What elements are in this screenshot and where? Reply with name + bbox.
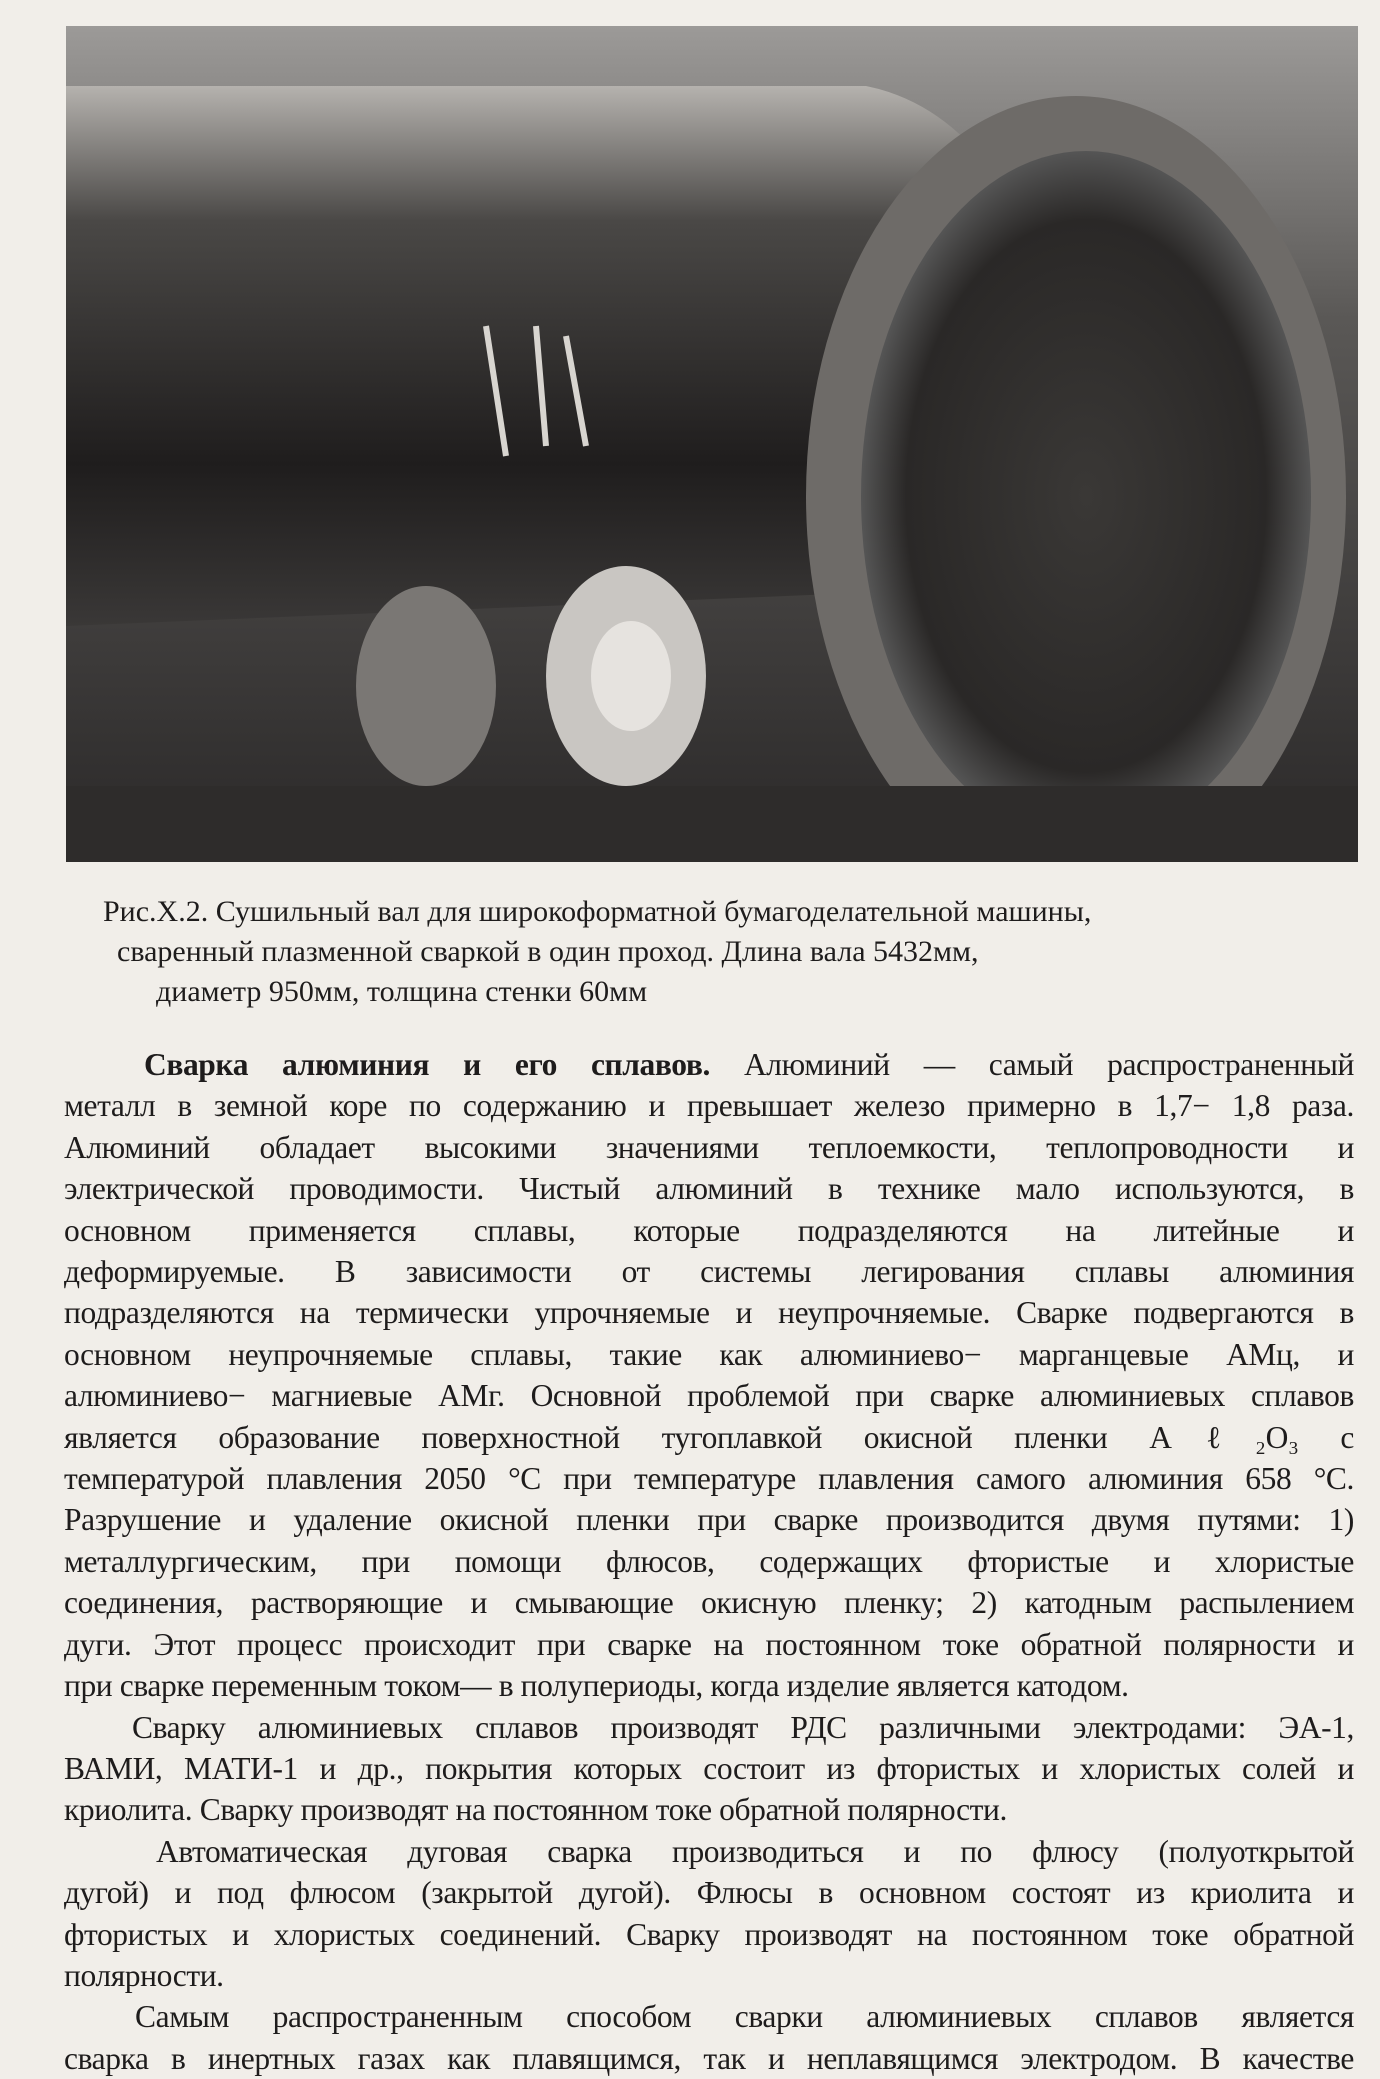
text-line bbox=[64, 1044, 1354, 1085]
body-text bbox=[64, 1044, 1354, 2079]
caption-line: диаметр 950мм, толщина стенки 60мм bbox=[156, 975, 648, 1008]
text-line: ВАМИ, МАТИ-1 и др., покрытия которых состоит из фтористых и хлористых солей и bbox=[64, 1750, 1354, 1786]
text-line: криолита. Сварку производят на постоянном токе обратной полярности. bbox=[64, 1792, 1007, 1828]
figure-photo-drying-shaft bbox=[66, 26, 1358, 862]
text-line: Алюминий обладает высокими значениями теплоемкости, теплопроводности и bbox=[64, 1129, 1354, 1165]
text-line: Разрушение и удаление окисной пленки при сварке производится двумя путями: 1) bbox=[64, 1502, 1354, 1538]
text-line: дуги. Этот процесс происходит при сварке на постоянном токе обратной полярности и bbox=[64, 1626, 1354, 1662]
text-line: основном неупрочняемые сплавы, такие как алюминиево− марганцевые АМц, и bbox=[64, 1336, 1354, 1372]
text-line: деформируемые. В зависимости от системы легирования сплавы алюминия bbox=[64, 1254, 1354, 1290]
text-line: основном применяется сплавы, которые подразделяются на литейные и bbox=[64, 1212, 1354, 1248]
paragraph-aluminium-welding bbox=[64, 1044, 1354, 1707]
text-line: является образование поверхностной тугоплавкой окисной пленки Aℓ₂O₃ с bbox=[64, 1419, 1354, 1455]
text-line: металл в земной коре по содержанию и превышает железо примерно в 1,7− 1,8 раза. bbox=[64, 1088, 1354, 1124]
text-line: дугой) и под флюсом (закрытой дугой). Флюсы в основном состоят из криолита и bbox=[64, 1875, 1354, 1911]
caption-line: сваренный плазменной сваркой в один проход. Длина вала 5432мм, bbox=[117, 935, 979, 968]
text-line: алюминиево− магниевые АМг. Основной проблемой при сварке алюминиевых сплавов bbox=[64, 1378, 1354, 1414]
text-line: полярности. bbox=[64, 1957, 224, 1993]
text-line: электрической проводимости. Чистый алюминий в технике мало используются, в bbox=[64, 1171, 1354, 1207]
figure-caption bbox=[0, 892, 1380, 1012]
paragraph-manual-arc-welding bbox=[64, 1707, 1354, 1831]
text-line: подразделяются на термически упрочняемые и неупрочняемые. Сварке подвергаются в bbox=[64, 1295, 1354, 1331]
text-line: сварка в инертных газах как плавящимся, так и неплавящимся электродом. В качестве bbox=[64, 2040, 1354, 2076]
caption-line: Рис.Х.2. Сушильный вал для широкоформатной бумагоделательной машины, bbox=[103, 895, 1092, 928]
paragraph-inert-gas-welding bbox=[64, 1996, 1354, 2079]
text-line: фтористых и хлористых соединений. Сварку производят на постоянном токе обратной bbox=[64, 1916, 1354, 1952]
section-heading: Сварка алюминия и его сплавов. bbox=[144, 1047, 710, 1082]
text-span: Алюминий — самый распространенный bbox=[709, 1047, 1354, 1082]
text-line: соединения, растворяющие и смывающие окисную пленку; 2) катодным распылением bbox=[64, 1585, 1354, 1621]
text-line: металлургическим, при помощи флюсов, содержащих фтористые и хлористые bbox=[64, 1543, 1354, 1579]
text-line: Автоматическая дуговая сварка производиться и по флюсу (полуоткрытой bbox=[156, 1833, 1354, 1869]
paragraph-automatic-arc-welding bbox=[64, 1831, 1354, 1997]
text-line: Сварку алюминиевых сплавов производят РДС различными электродами: ЭА-1, bbox=[132, 1709, 1354, 1745]
text-line: температурой плавления 2050 °С при температуре плавления самого алюминия 658 °С. bbox=[64, 1461, 1354, 1497]
text-line: Самым распространенным способом сварки алюминиевых сплавов является bbox=[135, 1999, 1354, 2035]
text-line: при сварке переменным током— в полупериоды, когда изделие является катодом. bbox=[64, 1668, 1129, 1704]
